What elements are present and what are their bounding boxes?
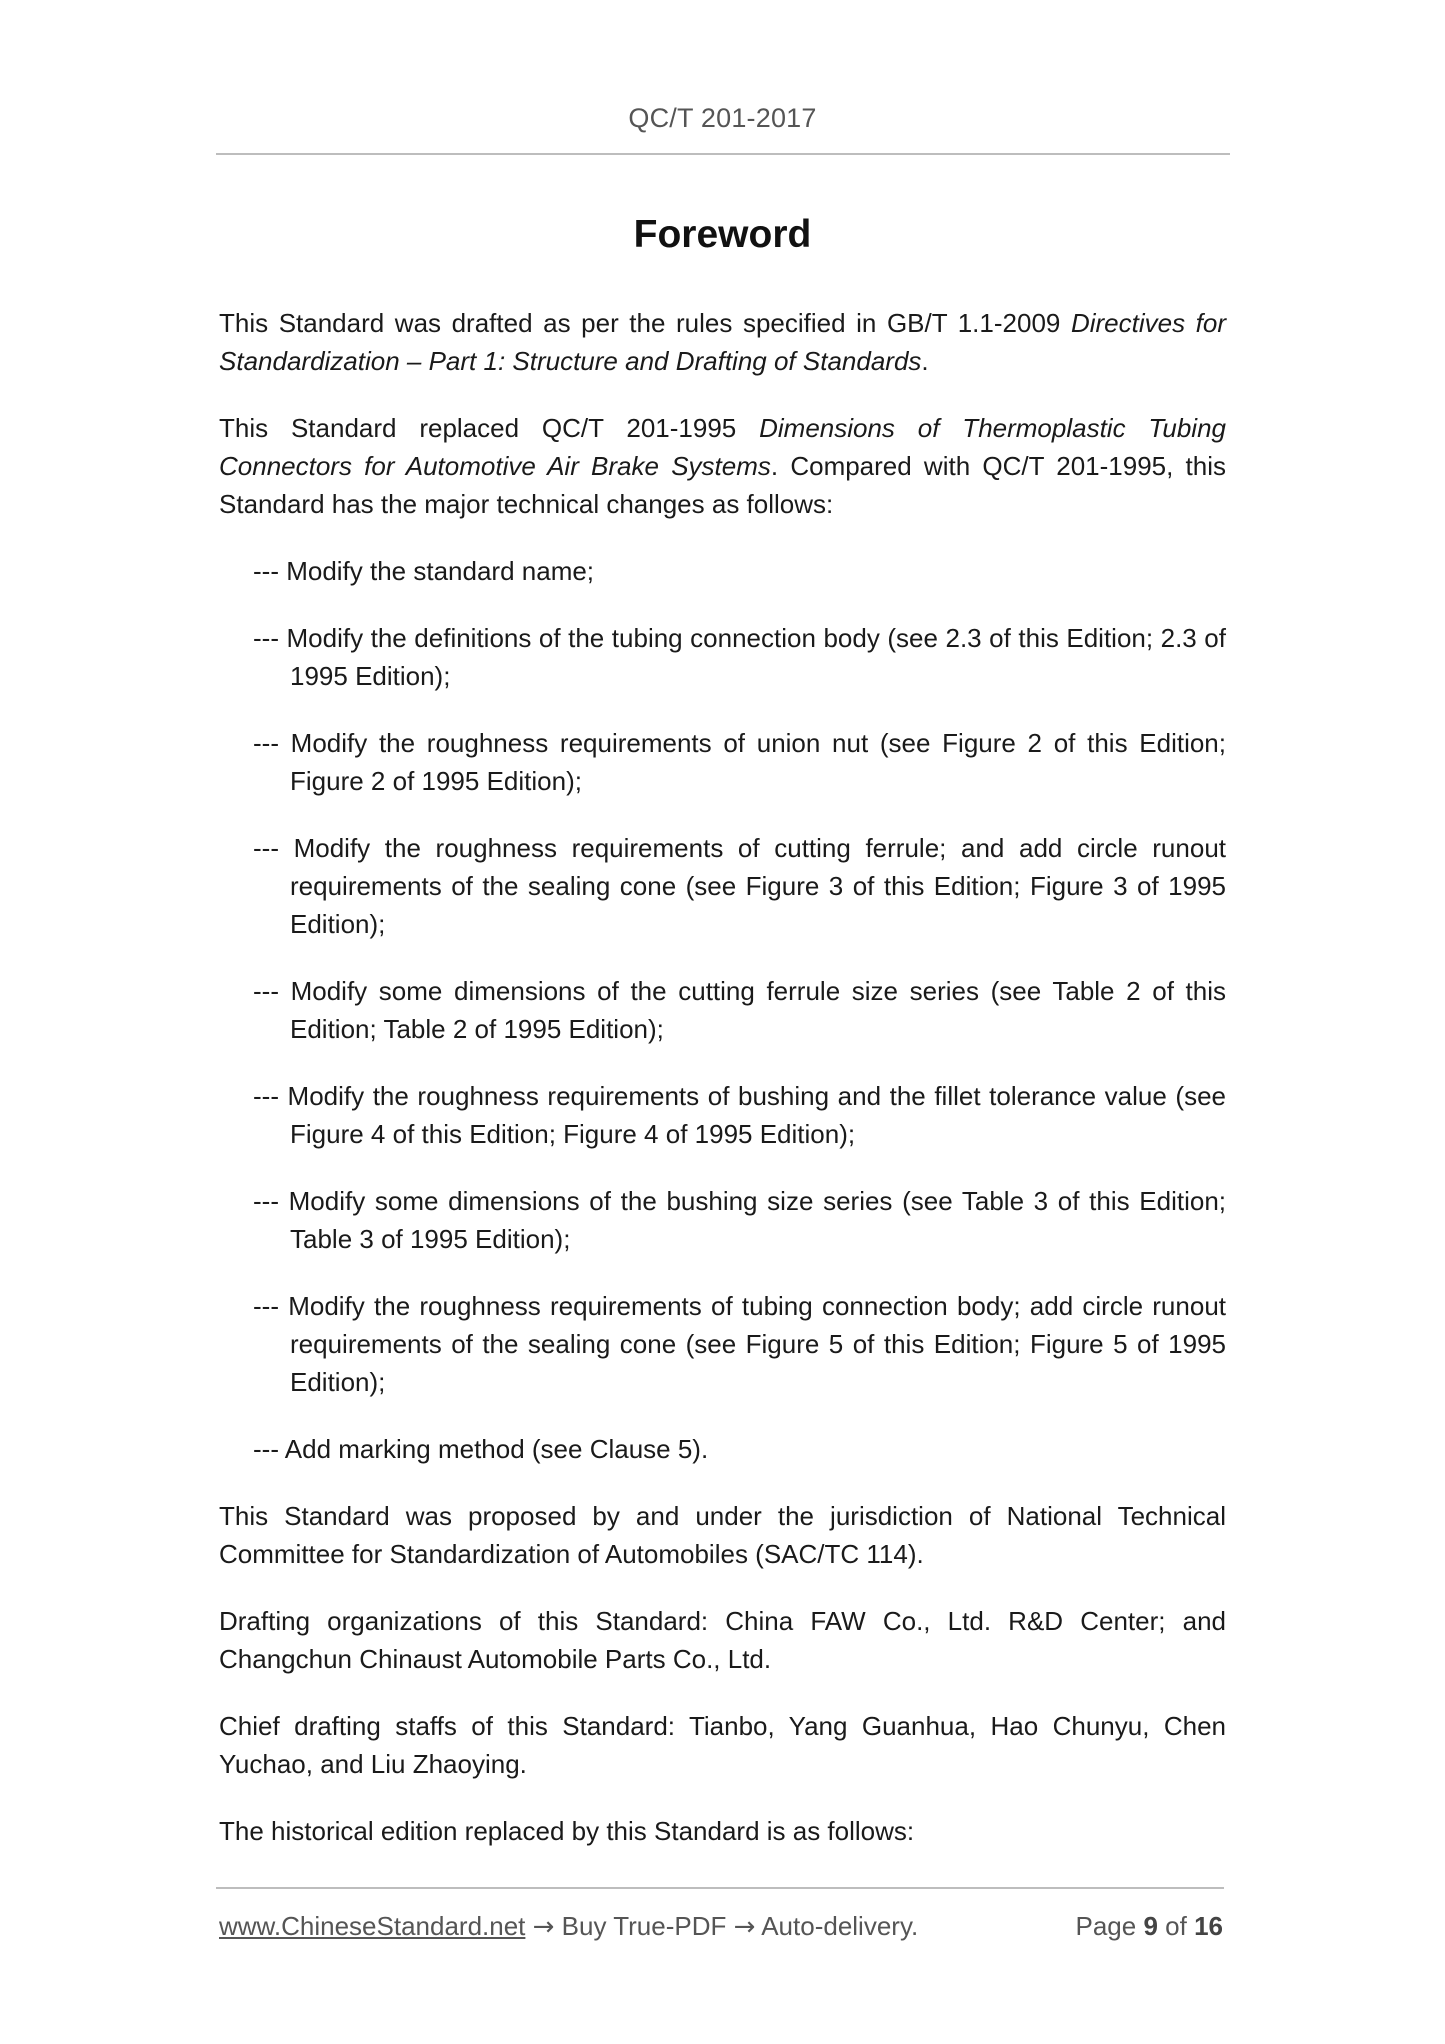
foreword-body [219, 304, 1226, 1879]
document-code-header: QC/T 201-2017 [628, 103, 817, 133]
paragraph-historical-edition: The historical edition replaced by this Standard is as follows: [219, 1816, 915, 1846]
change-item: --- Modify the definitions of the tubing connection body (see 2.3 of this Edition; 2.3 of 1995 Edition); [253, 623, 1226, 691]
arrow-right-icon: → [532, 1912, 555, 1942]
page-indicator [1075, 1911, 1223, 1942]
delivery-text: Auto-delivery. [761, 1911, 919, 1941]
paragraph-drafting-rules [219, 304, 1226, 380]
arrow-right-icon: → [733, 1912, 756, 1942]
paragraph-text: This Standard replaced QC/T 201-1995 [219, 413, 760, 443]
header-divider [216, 153, 1230, 155]
page-total: 16 [1194, 1911, 1223, 1941]
directive-title: Directives for Standardization – Part 1: Structure and Drafting of Standards [219, 308, 1226, 376]
footer-divider [216, 1887, 1224, 1889]
change-item: --- Modify the roughness requirements of tubing connection body; add circle runout requirements of the sealing cone (see Figure 5 of this Edition; Figure 5 of 1995 Edition); [253, 1291, 1226, 1397]
paragraph-drafting-staff: Chief drafting staffs of this Standard: Tianbo, Yang Guanhua, Hao Chunyu, Chen Yuchao, and Liu Zhaoying. [219, 1711, 1226, 1779]
page-label: Page [1075, 1911, 1137, 1941]
paragraph-text: . Compared with QC/T 201-1995, this Standard has the major technical changes as follows: [219, 451, 1227, 519]
paragraph-text: . [921, 346, 929, 376]
replaced-standard-title: Dimensions of Thermoplastic Tubing Connectors for Automotive Air Brake Systems [219, 413, 1226, 481]
page-title: Foreword [633, 213, 812, 256]
paragraph-text: This Standard was drafted as per the rules specified in GB/T 1.1-2009 [219, 308, 1071, 338]
paragraph-proposed-by: This Standard was proposed by and under the jurisdiction of National Technical Committee for Standardization of Automobiles (SAC/TC 114). [219, 1501, 1226, 1569]
paragraph-replaced-standard [219, 409, 1226, 523]
change-item: --- Modify the standard name; [253, 556, 595, 586]
website-link[interactable]: www.ChineseStandard.net [219, 1911, 526, 1941]
paragraph-drafting-organizations: Drafting organizations of this Standard: China FAW Co., Ltd. R&D Center; and Changchun Chinaust Automobile Parts Co., Ltd. [219, 1606, 1226, 1674]
footer-promo [219, 1911, 918, 1942]
page-number: 9 [1143, 1911, 1158, 1941]
change-item: --- Modify the roughness requirements of cutting ferrule; and add circle runout requirements of the sealing cone (see Figure 3 of this Edition; Figure 3 of 1995 Edition); [253, 833, 1226, 939]
change-item: --- Modify the roughness requirements of union nut (see Figure 2 of this Edition; Figure 2 of 1995 Edition); [253, 728, 1226, 796]
change-item: --- Modify some dimensions of the cutting ferrule size series (see Table 2 of this Edition; Table 2 of 1995 Edition); [253, 976, 1226, 1044]
change-item: --- Add marking method (see Clause 5). [253, 1434, 709, 1464]
buy-pdf-text: Buy True-PDF [561, 1911, 727, 1941]
of-label: of [1165, 1911, 1187, 1941]
change-item: --- Modify some dimensions of the bushing size series (see Table 3 of this Edition; Table 3 of 1995 Edition); [253, 1186, 1226, 1254]
change-item: --- Modify the roughness requirements of bushing and the fillet tolerance value (see Figure 4 of this Edition; Figure 4 of 1995 Edition); [253, 1081, 1226, 1149]
